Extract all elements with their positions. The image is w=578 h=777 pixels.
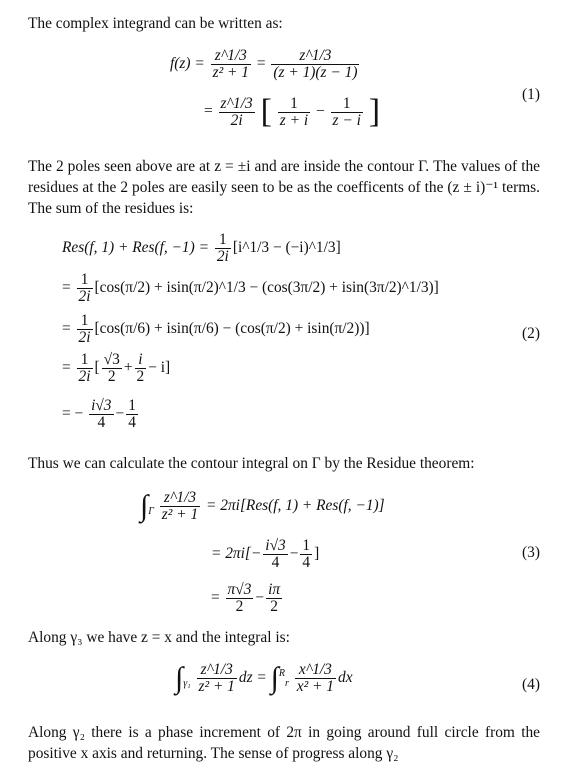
integral-sign-1: ∫ xyxy=(175,661,184,695)
eq3-l3-den2: 2 xyxy=(270,598,278,615)
integral-sign: ∫ xyxy=(140,489,149,523)
integral-sign-2: ∫ xyxy=(270,661,279,695)
eq2-l4-d: 2 xyxy=(136,368,145,385)
eq4-den1: z² + 1 xyxy=(198,678,235,695)
eq3-l2-num: i√3 xyxy=(265,537,286,554)
eq1-f1num: 1 xyxy=(278,96,310,113)
eq2-l1-lhs: Res(f, 1) + Res(f, −1) = xyxy=(62,239,209,257)
eq2-l2-rest: [cos(π/2) + isin(π/2)^1/3 − (cos(3π/2) + isin(3π/2)^1/3)] xyxy=(94,279,439,297)
eq2-l3-rest: [cos(π/6) + isin(π/6) − (cos(π/2) + isin(π/2))] xyxy=(94,320,370,338)
eq2-l4-num: 1 xyxy=(77,352,93,369)
eq4-sub2: r xyxy=(285,678,289,690)
eq3-l3-num: π√3 xyxy=(227,581,252,598)
eq2-l3-num: 1 xyxy=(77,313,93,330)
eq3-l1-den: z² + 1 xyxy=(161,506,199,523)
residue-theorem-text: Thus we can calculate the contour integral on Γ by the Residue theorem: xyxy=(28,455,475,472)
eq3-l2-a: = 2πi[− xyxy=(211,545,262,563)
eq4-num1: z^1/3 xyxy=(197,662,237,679)
poles-text: The 2 poles seen above are at z = ±i and are inside the contour Γ. The values of the residues at the 2 poles are easily seen to be as the coefficents of the (z ± i)⁻¹ terms. The sum of the residues is: xyxy=(28,158,540,217)
eq2-l4-den: 2i xyxy=(78,368,91,385)
eq1-num2: z^1/3 xyxy=(271,48,359,65)
eq2-l4-b: 2 xyxy=(107,368,116,385)
eq3-l2-num2: 1 xyxy=(302,537,311,554)
eq2-l2-num: 1 xyxy=(77,272,93,289)
eq2-number: (2) xyxy=(522,325,540,342)
eq4-number: (4) xyxy=(522,676,540,693)
eq3-sub: Γ xyxy=(148,506,154,518)
eq1-den2: (z + 1)(z − 1) xyxy=(273,64,358,81)
eq3-l2-den2: 4 xyxy=(302,554,311,571)
eq1-f2num: 1 xyxy=(331,96,363,113)
eq3-l2-den: 4 xyxy=(271,554,280,571)
eq4-dx: dx xyxy=(338,669,353,687)
eq1-f1den: z + i xyxy=(279,111,309,129)
eq2-l5-b: 4 xyxy=(97,414,106,431)
gamma3-text: Along γ₃ we have z = x and the integral is: xyxy=(28,629,290,646)
eq1-den3: 2i xyxy=(230,111,243,129)
eq1-den1: z² + 1 xyxy=(212,64,249,81)
eq1-f2den: z − i xyxy=(332,111,361,129)
eq2-l3-den: 2i xyxy=(78,329,91,346)
eq1-num3: z^1/3 xyxy=(220,94,253,112)
eq2-l5-a: i√3 xyxy=(91,397,112,414)
eq2-l1-num: 1 xyxy=(215,232,231,249)
eq2-l1-rest: [i^1/3 − (−i)^1/3] xyxy=(232,239,341,257)
eq2-l5-c: 1 xyxy=(128,397,136,414)
eq2-l1-den: 2i xyxy=(216,248,229,265)
eq1-equals: = xyxy=(256,55,266,73)
eq4-den2: x² + 1 xyxy=(296,678,334,695)
eq4-sup2: R xyxy=(278,667,285,679)
eq4-sub1: γ₁ xyxy=(183,678,191,690)
eq1-num1: z^1/3 xyxy=(211,48,251,65)
eq3-l3-den: 2 xyxy=(235,598,244,615)
eq3-l1-num: z^1/3 xyxy=(160,490,200,507)
eq1-number: (1) xyxy=(522,86,540,103)
eq1-lhs: f(z) = xyxy=(170,55,205,73)
eq3-l3-num2: iπ xyxy=(268,581,281,598)
eq2-l2-den: 2i xyxy=(78,288,91,305)
eq2-l5-d: 4 xyxy=(128,414,136,431)
eq1-minus: − xyxy=(315,102,325,120)
intro-text: The complex integrand can be written as: xyxy=(28,15,283,32)
eq3-l1-rhs: = 2πi[Res(f, 1) + Res(f, −1)] xyxy=(206,497,385,515)
eq2-l4-a: √3 xyxy=(103,351,120,368)
eq2-l4-e: − i] xyxy=(148,359,171,377)
eq1-line2-equals: = xyxy=(204,102,213,120)
eq4-dz: dz = xyxy=(238,669,267,687)
eq3-number: (3) xyxy=(522,544,540,561)
eq4-num2: x^1/3 xyxy=(295,662,336,679)
gamma2-text: Along γ₂ there is a phase increment of 2π in going around full circle from the positive x axis and returning. The sense of progress along γ₂ xyxy=(28,724,540,762)
eq2-l4-c: i xyxy=(135,352,147,369)
